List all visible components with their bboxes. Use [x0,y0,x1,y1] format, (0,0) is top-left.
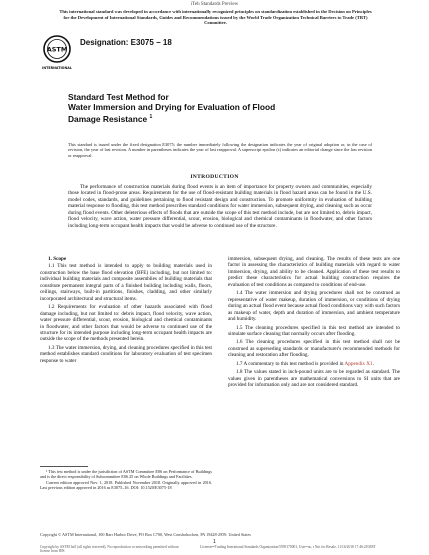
scope-heading: 1. Scope [48,256,67,262]
paragraph-1-7-text: 1.7 A commentary to this test method is provided in [236,360,344,367]
paragraph-1-8: 1.8 The values stated in inch-pound units are to be regarded as standard. The values given in parentheses are mathematical conversions to SI units that are provided for information only and are not considered standard. [228,369,400,389]
title-line-3 [68,112,388,124]
paragraph-1-7: 1.7 A commentary to this test method is provided in Appendix X1. [236,360,374,367]
introduction-heading: INTRODUCTION [190,174,239,180]
title-line-3-text: Damage Resistance [68,114,148,124]
designation: Designation: E3075 − 18 [80,38,172,47]
title-line-2: Water Immersion and Drying for Evaluation of Flood [68,102,276,112]
logo-text: ASTM [46,45,68,54]
paragraph-1-4: 1.4 The water immersion and drying procedures shall not be construed as representative of water makeup, duration of immersion, or conditions of drying during an actual flood event because actual flood conditions vary with such factors as makeup of water, depth and duration of immersion, and ambient temperature and humidity. [228,290,400,323]
document-title [68,92,388,124]
paragraph-1-6: 1.6 The cleaning procedures specified in this test method shall not be construed as superseding standards or manufacturer's recommended methods for cleaning and restoration after flooding. [228,339,400,359]
license-notice-left: Copyright by ASTM Int'l (all rights reserved); No reproduction or networking permitted without license from IHS [40,545,179,554]
standard-note: This standard is issued under the fixed designation E3075; the number immediately following the designation indicates the year of original adoption or, in the case of revision, the year of last revision. A number in parentheses indicates the year of last reapproval. A superscript epsilon (ε) indicates an editorial change since the last revision or reapproval. [68,142,372,158]
paragraph-1-2: 1.2 Requirements for evaluation of other hazards associated with flood damage including, but not limited to: debris impact, flood velocity, wave action, water pressure differential, scour, erosion, biological and chemical contaminants in floodwater, and other factors that would be adverse to continued use of the structure for its intended purpose including long-term occupant health impacts are outside the scope of the methods presented herein. [40,304,212,343]
footnote-1: ¹ This test method is under the jurisdiction of ASTM Committee E06 on Performance of Buildings and is the direct responsibility of Subcommittee E06.25 on Whole Buildings and Facilities. [40,469,212,480]
paragraph-1-1: 1.1 This test method is intended to apply to building materials used in construction below the base flood elevation (BFE) including, but not limited to: individual building materials and composite assemblies of building materials that constitute permanent integral parts of a finished building including walls, floors, ceilings, stairways, built-in partitions, finishes, cladding, and other similarly incorporated architectural and structural items. [40,263,212,302]
footnote-2: Current edition approved Nov. 1, 2018. Published November 2018. Originally approved in 2016. Last previous edition approved in 2016 as E3075–16. DOI: 10.1520/E3075-18 [40,479,212,490]
copyright-line: Copyright © ASTM International, 100 Barr Harbor Drive, PO Box C700, West Conshohocken, PA 19428-2959. United States [40,532,251,537]
page-number: 1 [213,539,216,545]
paragraph-1-3: 1.3 The water immersion, drying, and cleaning procedures specified in this test method establishes standard conditions for laboratory evaluation of test specimen response to water [40,344,212,364]
astm-logo-icon [40,34,74,78]
right-column [228,256,400,389]
logo-subtext: INTERNATIONAL [42,66,72,70]
title-footnote-mark: 1 [149,114,153,120]
introduction-text: The performance of construction materials during flood events is an item of importance for property owners and communities, especially those located in flood-prone areas. Requirements for the use of flood-resistant building materials in flood hazard areas can be found in the U.S. model codes, standards, and guidelines pertaining to flood resistant design and construction. To promote uniformity in evaluation of building material response to flooding, this test method prescribes standard conditions for water immersion, subsequent drying, and cleaning such as occur during flood events. Other deleterious effects of floods that are outside the scope of this test method include, but are not limited to, debris impact, flood velocity, wave action, water pressure differential, scour, erosion, biological and chemical contaminants in floodwater, and other factors including long-term occupant health impacts that would be adverse to continued use of the structure. [68,184,372,229]
footnote-divider [40,466,88,467]
license-notice-right: Licensee=Trading Interational Standards Organization/5959170001, User=us, r Not for Resale, 11/16/2018 17:46:28 MST [200,545,376,549]
paragraph-1-5: 1.5 The cleaning procedures specified in this test method are intended to simulate surface cleaning that normally occurs after flooding. [228,324,400,337]
footnotes [40,469,212,490]
watermark: iTeh Standards Preview [190,2,239,7]
paragraph-1-3-continued: immersion, subsequent drying, and cleaning. The results of these tests are one factor in assessing the characteristics of building materials with regard to water immersion, drying, and ability to be cleaned. Application of these test results to predict these characteristics for actual building construction requires the evaluation of test conditions as compared to conditions of end-use. [228,256,400,288]
wto-notice: This international standard was developed in accordance with internationally recognized principles on standardization established in the Decision on Principles for the Development of International Standards, Guides and Recommendations issued by the World Trade Organization Technical Barriers to Trade (TBT) Committee. [59,9,372,26]
appendix-x1-link[interactable]: Appendix X1 [344,360,373,367]
astm-logo [40,34,74,78]
title-line-1: Standard Test Method for [68,92,169,102]
left-column [40,256,212,364]
